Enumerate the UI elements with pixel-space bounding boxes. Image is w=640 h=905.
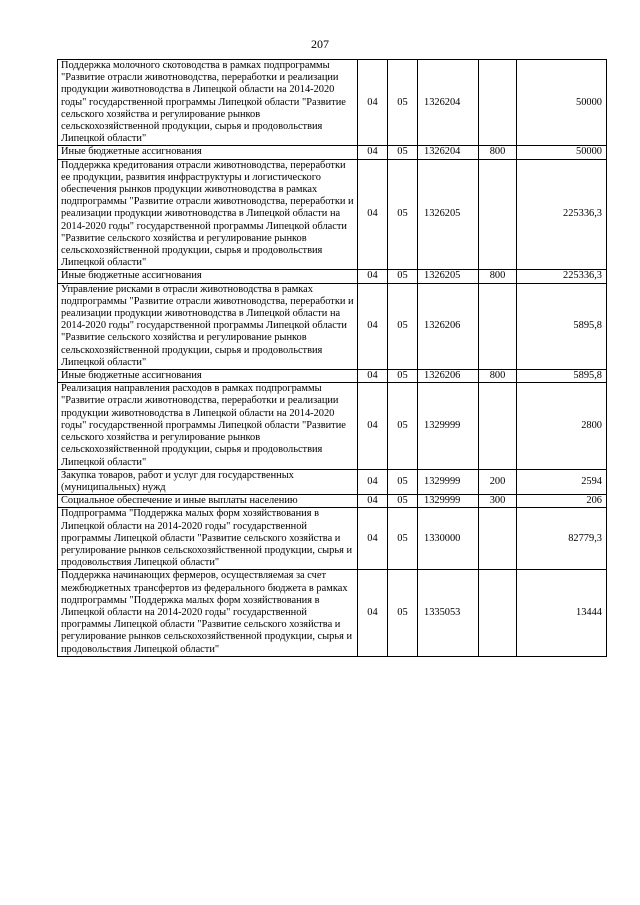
target-article-code: 1326204: [418, 146, 479, 159]
expense-type-code: [479, 570, 517, 656]
expense-type-code: 300: [479, 495, 517, 508]
section-code: 04: [358, 469, 388, 494]
expense-type-code: [479, 508, 517, 570]
amount: 5895,8: [517, 370, 607, 383]
section-code: 04: [358, 508, 388, 570]
section-code: 04: [358, 270, 388, 283]
expense-type-code: 800: [479, 370, 517, 383]
subsection-code: 05: [388, 383, 418, 469]
section-code: 04: [358, 570, 388, 656]
subsection-code: 05: [388, 60, 418, 146]
amount: 50000: [517, 146, 607, 159]
expense-type-code: 800: [479, 270, 517, 283]
table-row: [58, 508, 607, 570]
table-row: [58, 370, 607, 383]
section-code: 04: [358, 370, 388, 383]
amount: 206: [517, 495, 607, 508]
expense-type-code: [479, 159, 517, 270]
subsection-code: 05: [388, 270, 418, 283]
row-description: Реализация направления расходов в рамках подпрограммы "Развитие отрасли животноводства, переработки и реализации продукции животноводства в Липецкой области на 2014-2020 годы" государственной программы Липецкой области "Развитие сельского хозяйства и регулирование рынков сельскохозяйственной продукции, сырья и продовольствия Липецкой области": [58, 383, 358, 469]
subsection-code: 05: [388, 469, 418, 494]
row-description: Поддержка молочного скотоводства в рамках подпрограммы "Развитие отрасли животноводства, переработки и реализации продукции животноводства в Липецкой области на 2014-2020 годы" государственной программы Липецкой области "Развитие сельского хозяйства и регулирование рынков сельскохозяйственной продукции, сырья и продовольствия Липецкой области": [58, 60, 358, 146]
section-code: 04: [358, 383, 388, 469]
subsection-code: 05: [388, 508, 418, 570]
table-row: [58, 383, 607, 469]
expense-type-code: 800: [479, 146, 517, 159]
table-row: [58, 146, 607, 159]
expense-type-code: 200: [479, 469, 517, 494]
table-row: [58, 270, 607, 283]
row-description: Закупка товаров, работ и услуг для государственных (муниципальных) нужд: [58, 469, 358, 494]
expense-type-code: [479, 60, 517, 146]
table-row: [58, 283, 607, 369]
amount: 5895,8: [517, 283, 607, 369]
table-row: [58, 570, 607, 656]
expense-type-code: [479, 383, 517, 469]
amount: 225336,3: [517, 159, 607, 270]
amount: 13444: [517, 570, 607, 656]
target-article-code: 1329999: [418, 383, 479, 469]
row-description: Управление рисками в отрасли животноводства в рамках подпрограммы "Развитие отрасли животноводства, переработки и реализации продукции животноводства в Липецкой области на 2014-2020 годы" государственной программы Липецкой области "Развитие сельского хозяйства и регулирование рынков сельскохозяйственной продукции, сырья и продовольствия Липецкой области": [58, 283, 358, 369]
subsection-code: 05: [388, 495, 418, 508]
amount: 50000: [517, 60, 607, 146]
target-article-code: 1329999: [418, 495, 479, 508]
page-number: 207: [311, 37, 329, 51]
subsection-code: 05: [388, 570, 418, 656]
table-row: [58, 495, 607, 508]
table-row: [58, 469, 607, 494]
table-row: [58, 60, 607, 146]
row-description: Поддержка кредитования отрасли животноводства, переработки ее продукции, развития инфраструктуры и логистического обеспечения рынков продукции животноводства в рамках подпрограммы "Развитие отрасли животноводства, переработки и реализации продукции животноводства в Липецкой области на 2014-2020 годы" государственной программы Липецкой области "Развитие сельского хозяйства и регулирование рынков сельскохозяйственной продукции, сырья и продовольствия Липецкой области": [58, 159, 358, 270]
row-description: Поддержка начинающих фермеров, осуществляемая за счет межбюджетных трансфертов из федерального бюджета в рамках подпрограммы "Поддержка малых форм хозяйствования в Липецкой области на 2014-2020 годы" государственной программы Липецкой области "Развитие сельского хозяйства и регулирование рынков сельскохозяйственной продукции, сырья и продовольствия Липецкой области": [58, 570, 358, 656]
target-article-code: 1330000: [418, 508, 479, 570]
subsection-code: 05: [388, 159, 418, 270]
section-code: 04: [358, 495, 388, 508]
expense-type-code: [479, 283, 517, 369]
subsection-code: 05: [388, 370, 418, 383]
target-article-code: 1335053: [418, 570, 479, 656]
target-article-code: 1329999: [418, 469, 479, 494]
row-description: Социальное обеспечение и иные выплаты населению: [58, 495, 358, 508]
target-article-code: 1326206: [418, 283, 479, 369]
table-row: [58, 159, 607, 270]
section-code: 04: [358, 159, 388, 270]
section-code: 04: [358, 146, 388, 159]
section-code: 04: [358, 283, 388, 369]
amount: 225336,3: [517, 270, 607, 283]
budget-table: [57, 59, 607, 657]
target-article-code: 1326205: [418, 270, 479, 283]
target-article-code: 1326205: [418, 159, 479, 270]
amount: 2594: [517, 469, 607, 494]
subsection-code: 05: [388, 283, 418, 369]
amount: 82779,3: [517, 508, 607, 570]
amount: 2800: [517, 383, 607, 469]
row-description: Иные бюджетные ассигнования: [58, 146, 358, 159]
section-code: 04: [358, 60, 388, 146]
subsection-code: 05: [388, 146, 418, 159]
target-article-code: 1326204: [418, 60, 479, 146]
target-article-code: 1326206: [418, 370, 479, 383]
row-description: Подпрограмма "Поддержка малых форм хозяйствования в Липецкой области на 2014-2020 годы" государственной программы Липецкой области "Развитие сельского хозяйства и регулирование рынков сельскохозяйственной продукции, сырья и продовольствия Липецкой области": [58, 508, 358, 570]
row-description: Иные бюджетные ассигнования: [58, 370, 358, 383]
row-description: Иные бюджетные ассигнования: [58, 270, 358, 283]
